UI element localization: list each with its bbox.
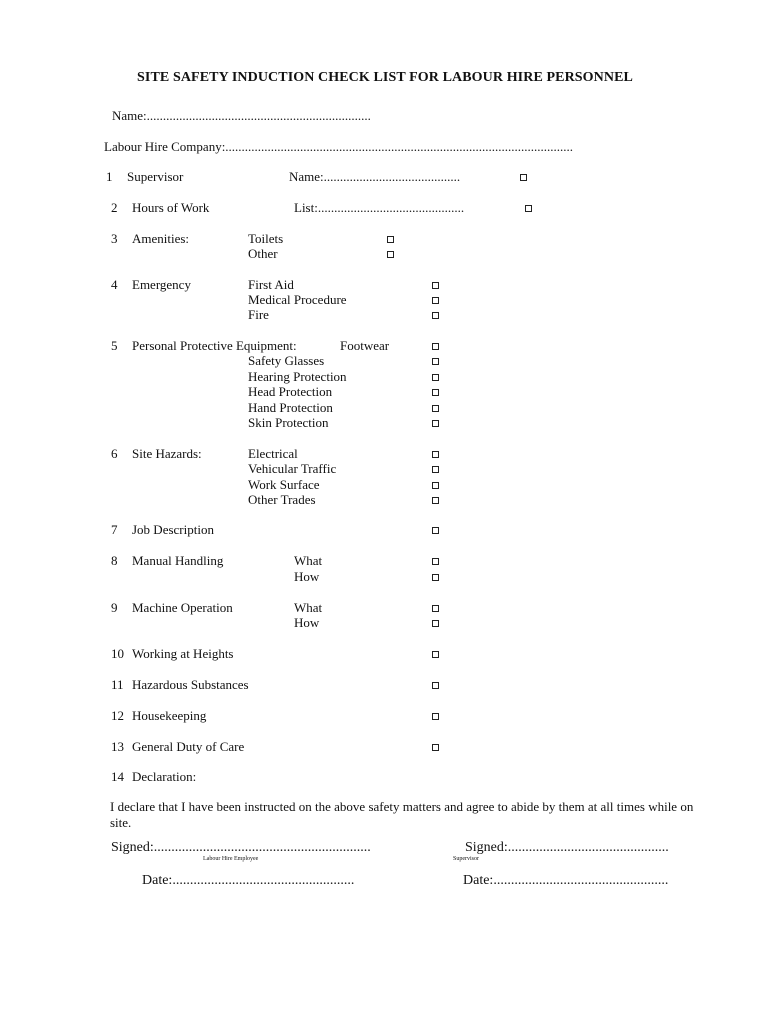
- checkbox-other[interactable]: [387, 251, 394, 258]
- item-number: 13: [111, 739, 124, 754]
- item-label-hours-of-work: Hours of Work: [132, 200, 210, 215]
- checkbox-machine-operation-how[interactable]: [432, 620, 439, 627]
- checkbox-hand-protection[interactable]: [432, 405, 439, 412]
- sub-item-how: How: [294, 569, 320, 584]
- sub-item-what: What: [294, 553, 323, 568]
- item-label-site-hazards: Site Hazards:: [132, 446, 202, 461]
- item-number: 8: [111, 553, 118, 568]
- checkbox-housekeeping[interactable]: [432, 713, 439, 720]
- item-label-general-duty-of-care: General Duty of Care: [132, 739, 245, 754]
- item-number: 4: [111, 277, 118, 292]
- item-number: 14: [111, 769, 124, 784]
- checkbox-footwear[interactable]: [432, 343, 439, 350]
- sub-item-first-aid: First Aid: [248, 277, 294, 292]
- checkbox-job-description[interactable]: [432, 527, 439, 534]
- item-number: 2: [111, 200, 118, 215]
- item-number: 7: [111, 522, 118, 537]
- checkbox-manual-handling-what[interactable]: [432, 558, 439, 565]
- item-label-supervisor: Supervisor: [127, 169, 184, 184]
- sub-item-other-trades: Other Trades: [248, 492, 316, 507]
- declaration-text: I declare that I have been instructed on the above safety matters and agree to abide by them at all times while on site.: [110, 799, 694, 830]
- item-label-ppe: Personal Protective Equipment:: [132, 338, 297, 353]
- sub-item-vehicular-traffic: Vehicular Traffic: [248, 461, 337, 476]
- sub-item-head-protection: Head Protection: [248, 384, 333, 399]
- checkbox-skin-protection[interactable]: [432, 420, 439, 427]
- checkbox-work-surface[interactable]: [432, 482, 439, 489]
- checkbox-head-protection[interactable]: [432, 389, 439, 396]
- item-number: 5: [111, 338, 118, 353]
- checkbox-general-duty-of-care[interactable]: [432, 744, 439, 751]
- supervisor-date-field[interactable]: Date:..................................................: [463, 873, 669, 888]
- item-number: 6: [111, 446, 118, 461]
- sub-item-how: How: [294, 615, 320, 630]
- sub-item-work-surface: Work Surface: [248, 477, 320, 492]
- sub-item-hearing-protection: Hearing Protection: [248, 369, 347, 384]
- item-label-working-at-heights: Working at Heights: [132, 646, 234, 661]
- item-label-declaration: Declaration:: [132, 769, 197, 784]
- supervisor-name-field[interactable]: Name:..........................................: [289, 169, 461, 184]
- sub-item-skin-protection: Skin Protection: [248, 415, 329, 430]
- sub-item-what: What: [294, 600, 323, 615]
- checkbox-first-aid[interactable]: [432, 282, 439, 289]
- sub-item-fire: Fire: [248, 307, 269, 322]
- item-label-machine-operation: Machine Operation: [132, 600, 233, 615]
- employee-caption: Labour Hire Employee: [203, 856, 259, 862]
- supervisor-caption: Supervisor: [453, 856, 479, 862]
- checkbox-electrical[interactable]: [432, 451, 439, 458]
- checkbox-hazardous-substances[interactable]: [432, 682, 439, 689]
- checkbox-machine-operation-what[interactable]: [432, 605, 439, 612]
- employee-signature-field[interactable]: Signed:..............................................................: [111, 840, 371, 855]
- sub-item-safety-glasses: Safety Glasses: [248, 353, 325, 368]
- sub-item-electrical: Electrical: [248, 446, 298, 461]
- checkbox-hearing-protection[interactable]: [432, 374, 439, 381]
- sub-item-toilets: Toilets: [248, 231, 284, 246]
- item-number: 3: [111, 231, 118, 246]
- item-number: 9: [111, 600, 118, 615]
- item-label-hazardous-substances: Hazardous Substances: [132, 677, 249, 692]
- company-field[interactable]: Labour Hire Company:...........................................................................................................: [104, 139, 574, 154]
- item-label-amenities: Amenities:: [132, 231, 190, 246]
- checkbox-supervisor[interactable]: [520, 174, 527, 181]
- employee-date-field[interactable]: Date:....................................................: [142, 873, 355, 888]
- item-number: 10: [111, 646, 124, 661]
- supervisor-signature-field[interactable]: Signed:..............................................: [465, 840, 669, 855]
- checkbox-fire[interactable]: [432, 312, 439, 319]
- checkbox-safety-glasses[interactable]: [432, 358, 439, 365]
- item-label-housekeeping: Housekeeping: [132, 708, 207, 723]
- item-label-job-description: Job Description: [132, 522, 214, 537]
- item-number: 12: [111, 708, 124, 723]
- checkbox-toilets[interactable]: [387, 236, 394, 243]
- item-number: 11: [111, 677, 124, 692]
- item-number: 1: [106, 169, 113, 184]
- sub-item-medical-procedure: Medical Procedure: [248, 292, 347, 307]
- checkbox-other-trades[interactable]: [432, 497, 439, 504]
- sub-item-other: Other: [248, 246, 278, 261]
- checkbox-manual-handling-how[interactable]: [432, 574, 439, 581]
- checkbox-working-at-heights[interactable]: [432, 651, 439, 658]
- sub-item-hand-protection: Hand Protection: [248, 400, 333, 415]
- checkbox-hours-of-work[interactable]: [525, 205, 532, 212]
- hours-list-field[interactable]: List:.............................................: [294, 200, 465, 215]
- name-field[interactable]: Name:.....................................................................: [112, 108, 371, 123]
- sub-item-footwear: Footwear: [340, 338, 390, 353]
- checkbox-vehicular-traffic[interactable]: [432, 466, 439, 473]
- item-label-manual-handling: Manual Handling: [132, 553, 224, 568]
- page-title: SITE SAFETY INDUCTION CHECK LIST FOR LABOUR HIRE PERSONNEL: [137, 70, 633, 85]
- checkbox-medical-procedure[interactable]: [432, 297, 439, 304]
- item-label-emergency: Emergency: [132, 277, 191, 292]
